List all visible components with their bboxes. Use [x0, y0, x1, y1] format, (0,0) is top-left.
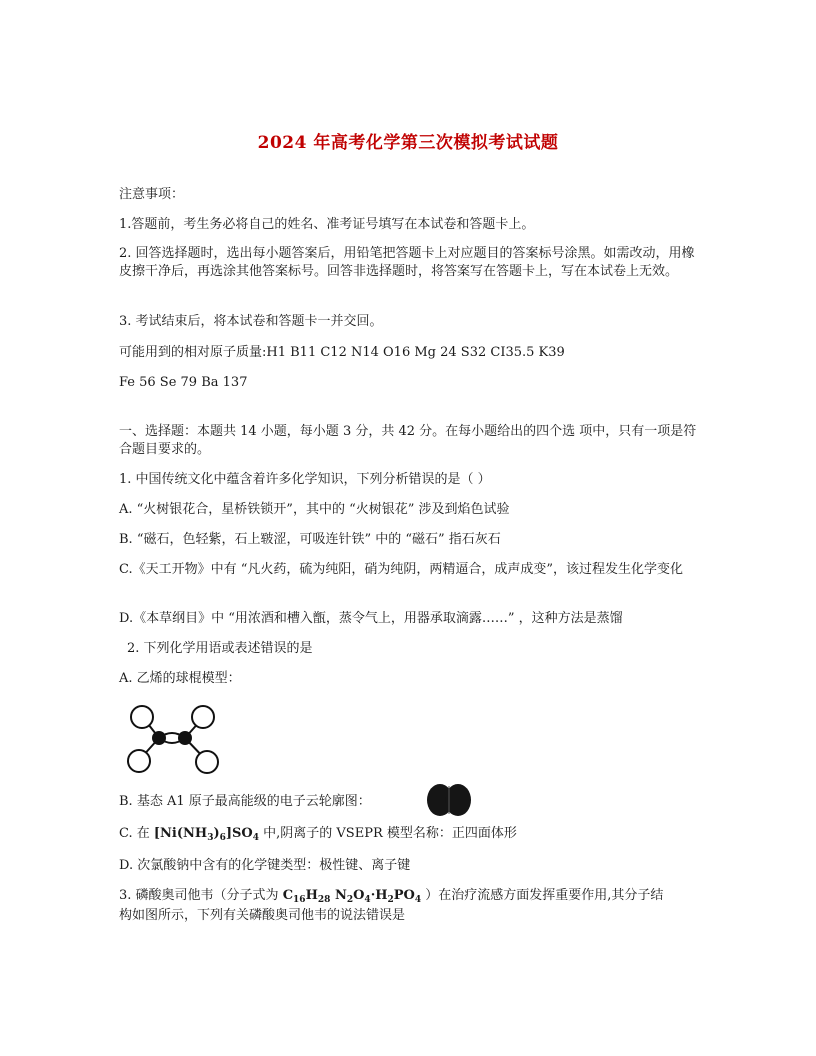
question-2-option-d: D. 次氯酸钠中含有的化学键类型：极性键、离子键 — [119, 858, 411, 873]
question-1-option-b: B. “磁石，色轻紫，石上皲涩，可吸连针铁” 中的 “磁石” 指石灰石 — [119, 532, 501, 547]
option-c-suffix: 中,阴离子的 VSEPR 模型名称：正四面体形 — [259, 826, 517, 841]
ethylene-ball-stick-model — [118, 700, 228, 782]
question-2-option-c — [119, 825, 517, 847]
option-c-prefix: C. 在 — [119, 826, 150, 841]
section-1-heading: 一、选择题：本题共 14 小题，每小题 3 分，共 42 分。在每小题给出的四个选 项中，只有一项是符合题目要求的。 — [119, 424, 697, 457]
page-title: 2024 年高考化学第三次模拟考试试题 — [257, 133, 559, 153]
complex-formula: $[Ni(NH_3)_6]SO_4$ — [153, 826, 260, 843]
question-3-stem-line-1: 3. 磷酸奥司他韦（分子式为 $C_{16}H_{28}$ $N_2O_4\cdot H_2PO_4$ ）在治疗流感方面发挥重要作用,其分子结 — [119, 888, 664, 905]
molecular-formula: $C_{16}H_{28}$ $N_2O_4\cdot H_2PO_4$ — [282, 888, 422, 905]
question-1-option-a: A. “火树银花合，星桥铁锁开”，其中的 “火树银花” 涉及到焰色试验 — [119, 502, 510, 517]
notice-item-2: 2. 回答选择题时，选出每小题答案后，用铅笔把答题卡上对应题目的答案标号涂黑。如需改动，用橡皮擦干净后，再选涂其他答案标号。回答非选择题时，将答案写在答题卡上，写在本试卷上无效。 — [119, 246, 695, 279]
question-1-option-c: C.《天工开物》中有 “凡火药，硫为纯阳，硝为纯阴，两精逼合，成声成变”，该过程发生化学变化 — [119, 562, 684, 577]
notice-heading: 注意事项： — [119, 187, 185, 202]
question-2-stem: 2. 下列化学用语或表述错误的是 — [127, 641, 313, 656]
p-orbital-cloud-image — [425, 782, 473, 818]
question-2-option-b: B. 基态 A1 原子最高能级的电子云轮廓图： — [119, 794, 371, 809]
question-2-option-a: A. 乙烯的球棍模型： — [119, 671, 241, 686]
question-1-option-d: D.《本草纲目》中 “用浓酒和槽入甑，蒸令气上，用器承取滴露……” ，这种方法是蒸馏 — [119, 611, 623, 626]
atomic-masses-line-2: Fe 56 Se 79 Ba 137 — [119, 375, 248, 390]
notice-item-1: 1.答题前，考生务必将自己的姓名、准考证号填写在本试卷和答题卡上。 — [119, 217, 535, 232]
question-1-stem: 1. 中国传统文化中蕴含着许多化学知识，下列分析错误的是（ ） — [119, 472, 491, 487]
atomic-masses-line-1: 可能用到的相对原子质量:H1 B11 C12 N14 O16 Mg 24 S32 CI35.5 K39 — [119, 345, 565, 360]
notice-item-3: 3. 考试结束后，将本试卷和答题卡一并交回。 — [119, 314, 383, 329]
question-3-stem-line-2: 构如图所示，下列有关磷酸奥司他韦的说法错误是 — [119, 908, 406, 923]
